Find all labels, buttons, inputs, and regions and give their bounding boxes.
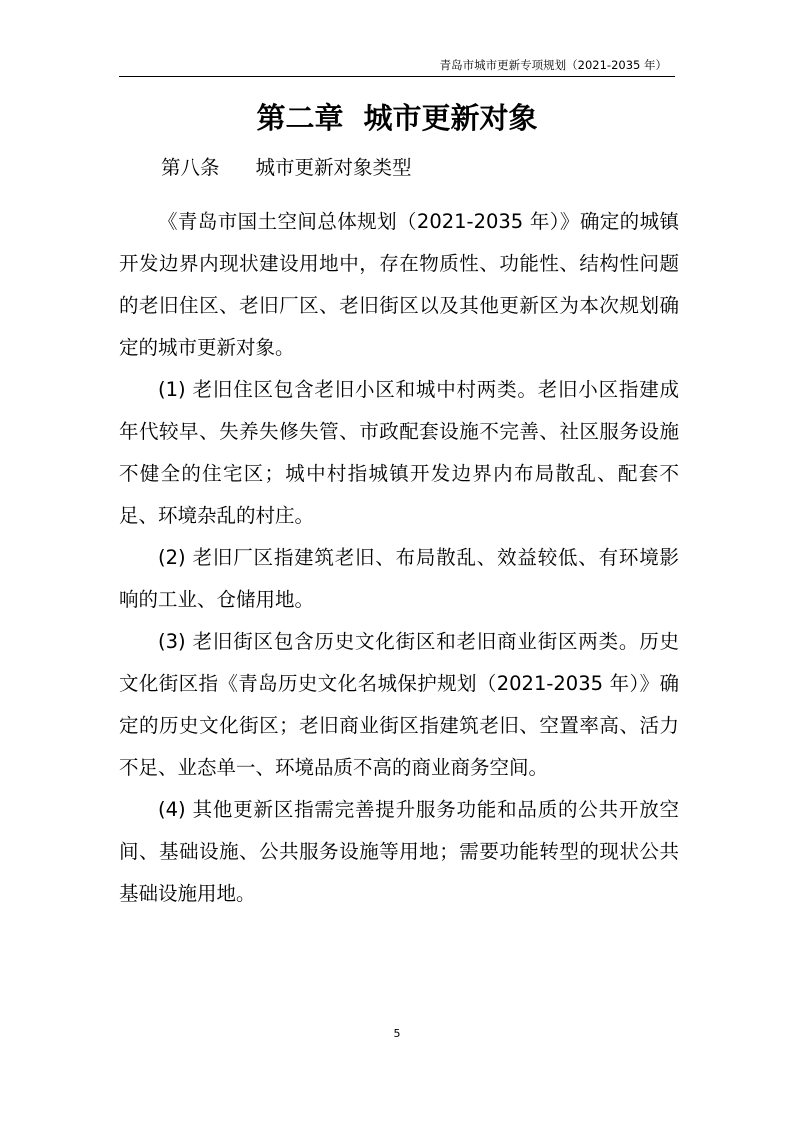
running-header: 青岛市城市更新专项规划（2021-2035 年） bbox=[439, 58, 667, 72]
chapter-number: 第二章 bbox=[256, 101, 344, 135]
article-heading bbox=[161, 150, 412, 186]
paragraph-item-2: (2) 老旧厂区指建筑老旧、布局散乱、效益较低、有环境影响的工业、仓储用地。 bbox=[119, 546, 679, 611]
page-number: 5 bbox=[393, 1027, 401, 1040]
paragraph-item-4: (4) 其他更新区指需完善提升服务功能和品质的公共开放空间、基础设施、公共服务设施等用地；需要功能转型的现状公共基础设施用地。 bbox=[119, 798, 679, 905]
paragraph-intro: 《青岛市国土空间总体规划（2021-2035 年）》确定的城镇开发边界内现状建设用地中，存在物质性、功能性、结构性问题的老旧住区、老旧厂区、老旧街区以及其他更新区为本次规划确定的城市更新对象。 bbox=[119, 210, 679, 359]
article-body bbox=[119, 201, 679, 915]
header-divider bbox=[119, 76, 675, 77]
paragraph-item-3: (3) 老旧街区包含历史文化街区和老旧商业街区两类。历史文化街区指《青岛历史文化名城保护规划（2021-2035 年）》确定的历史文化街区；老旧商业街区指建筑老旧、空置率高、活力不足、业态单一、环境品质不高的商业商务空间。 bbox=[119, 630, 679, 779]
article-title: 城市更新对象类型 bbox=[255, 156, 412, 179]
article-number: 第八条 bbox=[161, 156, 220, 179]
chapter-title bbox=[119, 96, 675, 140]
chapter-name: 城市更新对象 bbox=[363, 101, 538, 135]
paragraph-item-1: (1) 老旧住区包含老旧小区和城中村两类。老旧小区指建成年代较早、失养失修失管、市政配套设施不完善、社区服务设施不健全的住宅区；城中村指城镇开发边界内布局散乱、配套不足、环境杂乱的村庄。 bbox=[119, 378, 679, 527]
